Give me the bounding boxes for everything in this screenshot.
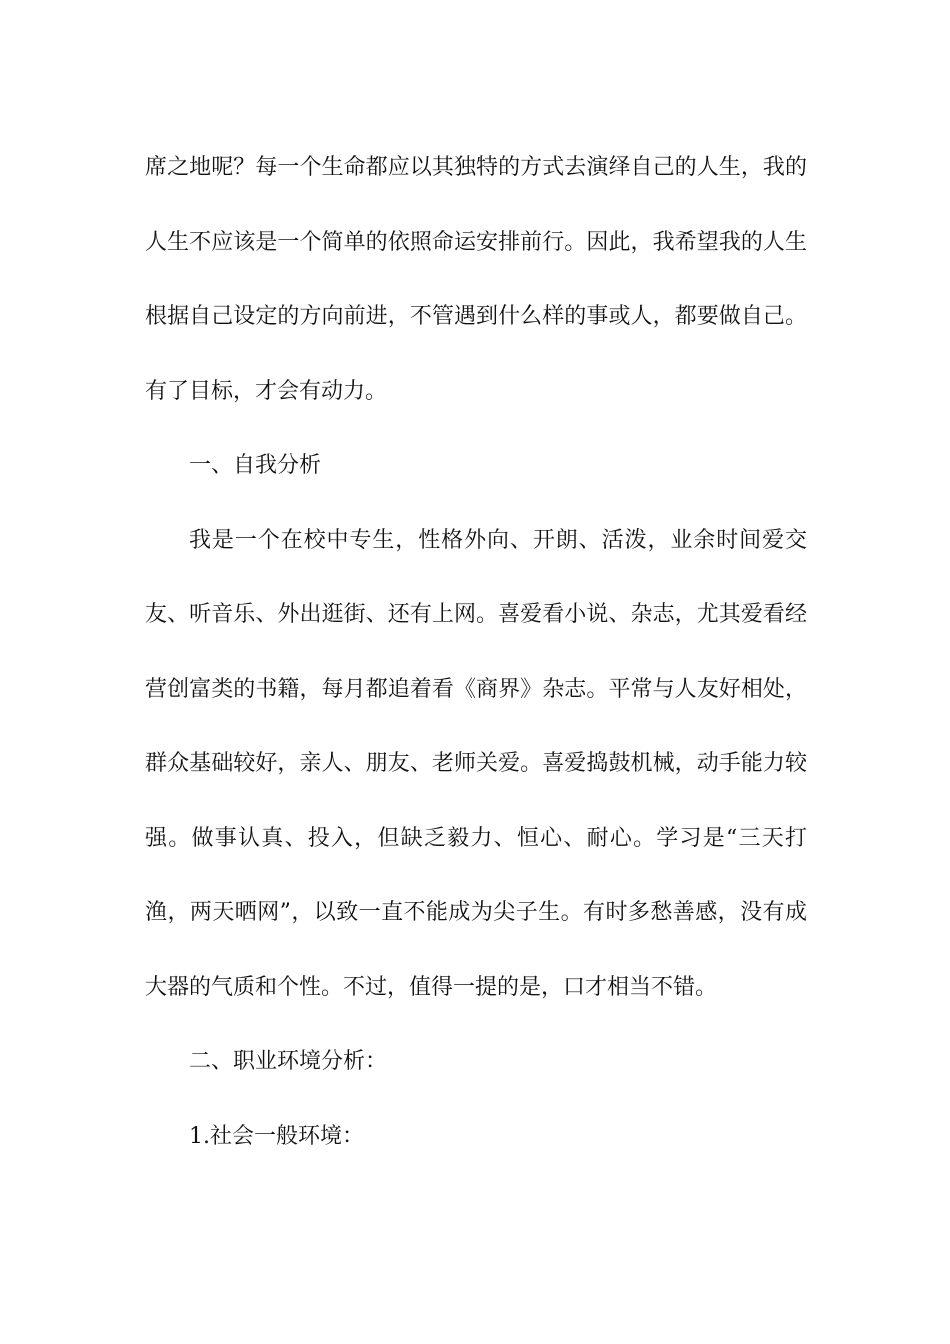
heading-career-environment: 二、职业环境分析：: [189, 1049, 388, 1074]
document-page: [145, 131, 807, 1174]
heading-self-analysis: 一、自我分析: [189, 453, 322, 478]
subheading-social-environment: 1.社会一般环境：: [189, 1123, 364, 1149]
paragraph-self-analysis: 我是一个在校中专生，性格外向、开朗、活泼，业余时间爱交友、听音乐、外出逛街、还有上网。喜爱看小说、杂志，尤其爱看经营创富类的书籍，每月都追着看《商界》杂志。平常与人友好相处，群众基础较好，亲人、朋友、老师关爱。喜爱捣鼓机械，动手能力较强。做事认真、投入，但缺乏毅力、恒心、耐心。学习是“三天打渔，两天晒网”，以致一直不能成为尖子生。有时多愁善感，没有成大器的气质和个性。不过，值得一提的是，口才相当不错。: [145, 527, 807, 1000]
paragraph-intro-continuation: 席之地呢？每一个生命都应以其独特的方式去演绎自己的人生，我的人生不应该是一个简单的依照命运安排前行。因此，我希望我的人生根据自己设定的方向前进，不管遇到什么样的事或人，都要做自己。有了目标，才会有动力。: [145, 155, 807, 404]
